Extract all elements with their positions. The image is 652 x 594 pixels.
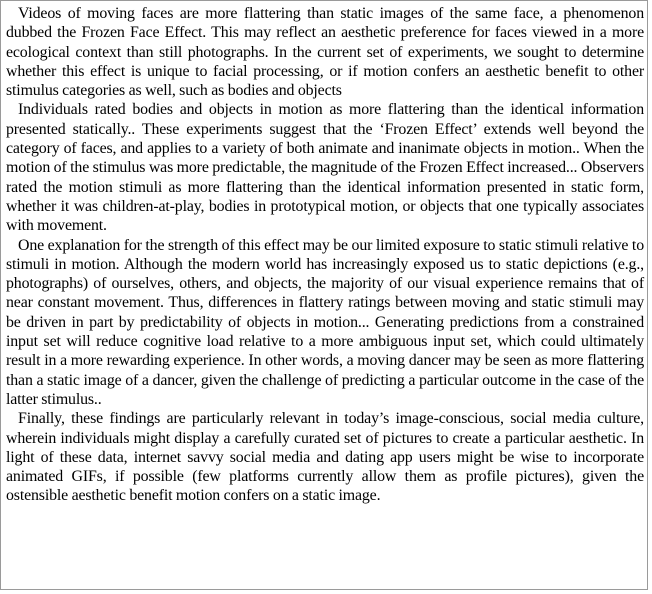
paragraph-3: One explanation for the strength of this effect may be our limited exposure to static stimuli relative to stimuli in motion. Although the modern world has increasingly exposed us to static depictions (e.g., photographs) of ourselves, others, and objects, the majority of our visual experience remains that of near constant movement. Thus, differences in flattery ratings between moving and static stimuli may be driven in part by predictability of objects in motion... Generating predictions from a constrained input set will reduce cognitive load relative to a more ambiguous input set, which could ultimately result in a more rewarding experience. In other words, a moving dancer may be seen as more flattering than a static image of a dancer, given the challenge of predicting a particular outcome in the case of the latter stimulus.. [6,236,644,408]
paragraph-4: Finally, these findings are particularly relevant in today’s image-conscious, social media culture, wherein individuals might display a carefully curated set of pictures to create a particular aesthetic. In light of these data, internet savvy social media and dating app users might be wise to incorporate animated GIFs, if possible (few platforms currently allow them as profile pictures), given the ostensible aesthetic benefit motion confers on a static image. [6,410,644,505]
paragraph-1: Videos of moving faces are more flattering than static images of the same face, a phenomenon dubbed the Frozen Face Effect. This may reflect an aesthetic preference for faces viewed in a more ecological context than still photographs. In the current set of experiments, we sought to determine whether this effect is unique to facial processing, or if motion confers an aesthetic benefit to other stimulus categories as well, such as bodies and objects [6,5,644,100]
document-body [6,4,644,506]
paragraph-2: Individuals rated bodies and objects in motion as more flattering than the identical information presented statically.. These experiments suggest that the ‘Frozen Effect’ extends well beyond the category of faces, and applies to a variety of both animate and inanimate objects in motion.. When the motion of the stimulus was more predictable, the magnitude of the Frozen Effect increased... Observers rated the motion stimuli as more flattering than the identical information presented in static form, whether it was children-at-play, bodies in prototypical motion, or objects that one typically associates with movement. [6,101,644,235]
